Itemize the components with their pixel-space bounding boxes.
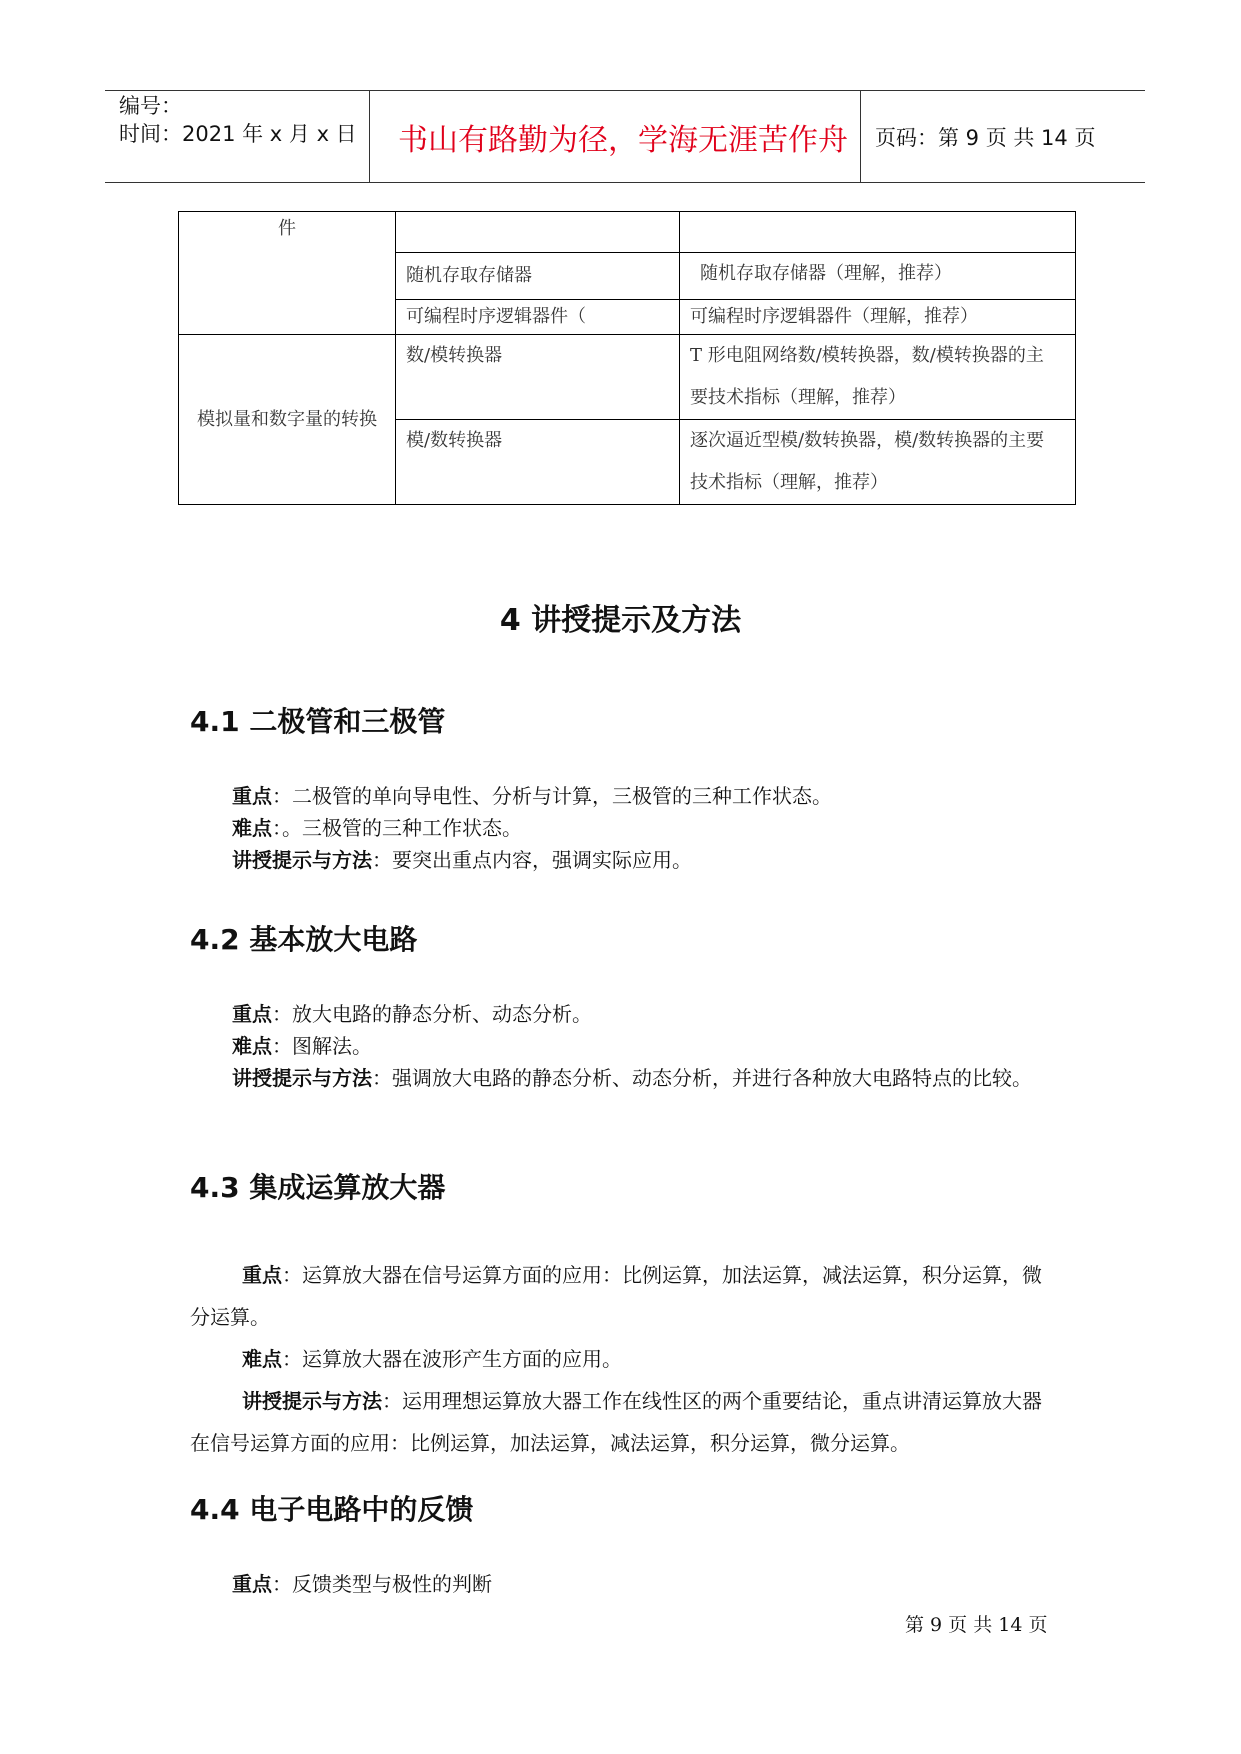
paragraph-text: ：运算放大器在波形产生方面的应用。 — [282, 1347, 622, 1371]
header-divider — [369, 90, 370, 183]
label-key: 重点 — [242, 1263, 282, 1287]
cell-line: 技术指标（理解，推荐） — [690, 472, 888, 493]
paragraph-text: ：强调放大电路的静态分析、动态分析，并进行各种放大电路特点的比较。 — [372, 1066, 1032, 1090]
table-cell: 随机存取存储器（理解，推荐） — [680, 253, 1076, 300]
paragraph — [190, 1380, 1060, 1464]
subsection-title: 4.2 基本放大电路 — [190, 923, 418, 956]
cell-line: T 形电阻网络数/模转换器，数/模转换器的主 — [690, 345, 1044, 366]
label-key: 讲授提示与方法 — [232, 848, 372, 872]
paragraph — [190, 780, 1060, 812]
table-row — [179, 212, 1076, 253]
paragraph — [190, 1254, 1060, 1338]
paragraph-text: ：二极管的单向导电性、分析与计算，三极管的三种工作状态。 — [272, 784, 832, 808]
paragraph — [190, 1568, 1060, 1600]
table-cell: 可编程时序逻辑器件（理解，推荐） — [680, 300, 1076, 335]
table-cell — [680, 212, 1076, 253]
label-key: 难点 — [232, 816, 272, 840]
paragraph — [190, 844, 1060, 876]
page-footer: 第 9 页 共 14 页 — [905, 1614, 1048, 1636]
table-cell — [680, 420, 1076, 505]
table-cell: 件 — [179, 212, 396, 335]
table-cell: 模/数转换器 — [396, 420, 680, 505]
table-cell: 数/模转换器 — [396, 335, 680, 420]
page-header — [105, 90, 1145, 183]
label-key: 讲授提示与方法 — [242, 1389, 382, 1413]
paragraph-text: ：图解法。 — [272, 1034, 372, 1058]
table-cell — [680, 335, 1076, 420]
curriculum-table — [178, 211, 1076, 505]
subsection-title: 4.1 二极管和三极管 — [190, 705, 446, 738]
paragraph-text: ：反馈类型与极性的判断 — [272, 1572, 492, 1596]
table-cell: 可编程时序逻辑器件（ — [396, 300, 680, 335]
label-key: 难点 — [242, 1347, 282, 1371]
paragraph-text: ：运用理想运算放大器工作在线性区的两个重要结论，重点讲清运算放大器在信号运算方面的应用：比例运算，加法运算，减法运算，积分运算，微分运算。 — [190, 1389, 1042, 1455]
paragraph-text: ：。三极管的三种工作状态。 — [272, 816, 522, 840]
header-page-number: 页码：第 9 页 共 14 页 — [875, 125, 1096, 150]
cell-line: 逐次逼近型模/数转换器，模/数转换器的主要 — [690, 430, 1045, 451]
table-cell — [396, 212, 680, 253]
paragraph — [190, 1030, 1060, 1062]
table-row — [179, 335, 1076, 420]
section-title: 4 讲授提示及方法 — [499, 603, 742, 638]
paragraph — [190, 1338, 1060, 1380]
paragraph — [190, 1062, 1060, 1094]
header-motto: 书山有路勤为径，学海无涯苦作舟 — [398, 122, 848, 158]
label-key: 重点 — [232, 784, 272, 808]
label-key: 重点 — [232, 1572, 272, 1596]
paragraph-text: ：运算放大器在信号运算方面的应用：比例运算，加法运算，减法运算，积分运算，微分运算。 — [190, 1263, 1042, 1329]
header-time: 时间：2021 年 x 月 x 日 — [119, 122, 357, 146]
cell-line: 要技术指标（理解，推荐） — [690, 387, 906, 408]
subsection-title: 4.3 集成运算放大器 — [190, 1171, 446, 1204]
header-code-label: 编号： — [119, 94, 182, 118]
table-cell: 随机存取存储器 — [396, 253, 680, 300]
paragraph — [190, 998, 1060, 1030]
label-key: 难点 — [232, 1034, 272, 1058]
label-key: 重点 — [232, 1002, 272, 1026]
table-cell: 模拟量和数字量的转换 — [179, 335, 396, 505]
header-meta — [119, 92, 357, 148]
paragraph-text: ：放大电路的静态分析、动态分析。 — [272, 1002, 592, 1026]
label-key: 讲授提示与方法 — [232, 1066, 372, 1090]
subsection-title: 4.4 电子电路中的反馈 — [190, 1493, 474, 1526]
paragraph-text: ：要突出重点内容，强调实际应用。 — [372, 848, 692, 872]
paragraph — [190, 812, 1060, 844]
